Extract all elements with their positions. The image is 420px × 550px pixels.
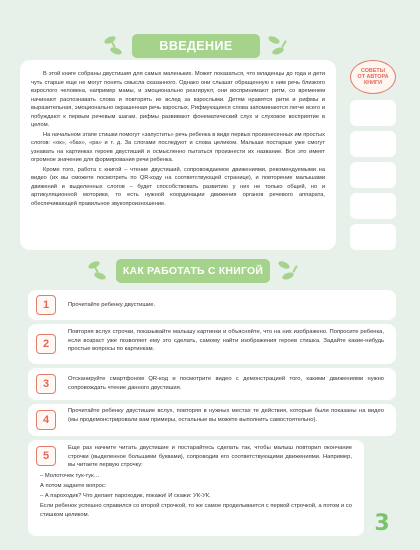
- leaf-decoration: [103, 35, 116, 46]
- step-paragraph: Прочитайте ребенку двустишие.: [68, 302, 156, 308]
- step-paragraph: Прочитайте ребенку двустишие вслух, повторяя в нужных местах те действия, которые были показаны на видео (мы продемонстрировали вам примеры, остальные вы можете выполнить самостоятельно).: [68, 408, 384, 423]
- tips-badge-line: ОТ АВТОРА: [357, 74, 389, 80]
- step-text: [68, 328, 384, 355]
- leaf-decoration: [277, 260, 290, 271]
- step-paragraph: – Молоточек тук-тук…: [40, 473, 100, 479]
- step-card-1: [28, 290, 396, 320]
- tip-note-box: [350, 131, 396, 157]
- author-tips-badge: [350, 60, 396, 94]
- step-text: [68, 444, 352, 471]
- author-tips-column: [348, 60, 398, 250]
- step-paragraph: Отсканируйте смартфоном QR-код и посмотрите видео с демонстрацией того, какими движениями нужно сопровождать чтение данного двустишия.: [68, 376, 384, 391]
- howto-title: КАК РАБОТАТЬ С КНИГОЙ: [116, 259, 270, 283]
- leaf-decoration: [267, 35, 280, 46]
- tips-badge-line: СОВЕТЫ: [360, 68, 385, 74]
- step-text-continued: [40, 472, 352, 521]
- step-paragraph: Еще раз начните читать двустишие и постарайтесь сделать так, чтобы малыш повторил окончание строчки (выделенное большими буквами), сопроводив его соответствующими движениями. Например, вы читаете первую строчку:: [68, 445, 352, 468]
- intro-text-card: [20, 60, 336, 250]
- step-card-5: [28, 440, 364, 536]
- tip-note-box: [350, 224, 396, 250]
- tip-note-box: [350, 193, 396, 219]
- tip-note-box: [350, 100, 396, 126]
- step-number-badge: 2: [36, 334, 56, 354]
- intro-paragraph: Кроме того, работа с книгой – чтение двустиший, сопровождаемое движениями, рекомендуемыми на видео (их вы сможете посмотреть по QR-коду на соответствующей странице), и повторение малышами движений и выделенных слогов – будет способствовать развитию у них не только общей, но и артикуляционной моторики, то есть нужной координации движения органов речевого аппарата, обеспечивающей правильное звукопроизношение.: [31, 166, 325, 207]
- step-number-badge: 1: [36, 295, 56, 315]
- leaf-decoration: [281, 40, 287, 48]
- tip-note-box: [350, 162, 396, 188]
- leaf-decoration: [93, 271, 106, 281]
- leaf-decoration: [109, 46, 122, 56]
- step-paragraph: Повторяя вслух строчки, показывайте малышу картинки и объясняйте, что на них изображено. Попросите ребенка, если возраст уже позволяет ему это сделать, самому найти изображения героев стишка. Задайте какие-нибудь простые вопросы по картинкам.: [68, 329, 384, 352]
- page-number: 3: [374, 511, 390, 536]
- intro-paragraph: В этой книге собраны двустишия для самых маленьких. Может показаться, что младенцы до года и дети чуть старше еще не могут понять смысла сказанного. Однако они слышат обращенную к ним речь близкого взрослого человека, например мамы, и эмоционально реагируют, они воспринимают ритм, со временем начинают распознавать слова и повторять их вслед за взрослыми. Детям нравятся ритм и рифмы и выразительная, эмоционально окрашенная речь взрослых. Рифмующиеся слова запоминаются легче всего и побуждают к первым речевым шагам, рифмы развивают фонематический слух и слуховое восприятие в целом.: [31, 71, 325, 128]
- step-number-badge: 5: [36, 446, 56, 466]
- step-paragraph: – А пароходик? Что делает пароходик, покажи! И скажи: УК-УК.: [40, 493, 211, 499]
- step-text: [68, 301, 384, 311]
- leaf-decoration: [292, 265, 298, 273]
- step-paragraph: А потом задаете вопрос:: [40, 483, 107, 489]
- tips-badge-line: КНИГИ: [364, 80, 382, 86]
- step-card-2: [28, 324, 396, 364]
- step-text: [68, 407, 384, 426]
- intro-title: ВВЕДЕНИЕ: [132, 34, 260, 58]
- step-card-4: [28, 404, 396, 436]
- step-paragraph: Если ребенок успешно справился со второй строчкой, то же самое проделывается с первой строчкой, а потом и со стишком целиком.: [40, 503, 352, 518]
- step-card-3: [28, 368, 396, 400]
- step-number-badge: 4: [36, 410, 56, 430]
- step-number-badge: 3: [36, 374, 56, 394]
- intro-paragraph: На начальном этапе стишки помогут «запустить» речь ребенка в виде первых произнесенных им простых слогов: «ок», «бах», «ра» и т. д. За слогами последуют и слова целиком. Малыши постарше уже смогут узнавать на картинках героев двустиший и осмысленно пытаться произнести их название. Все это имеет огромное значение для формирования речи ребенка.: [31, 131, 325, 163]
- step-text: [68, 375, 384, 394]
